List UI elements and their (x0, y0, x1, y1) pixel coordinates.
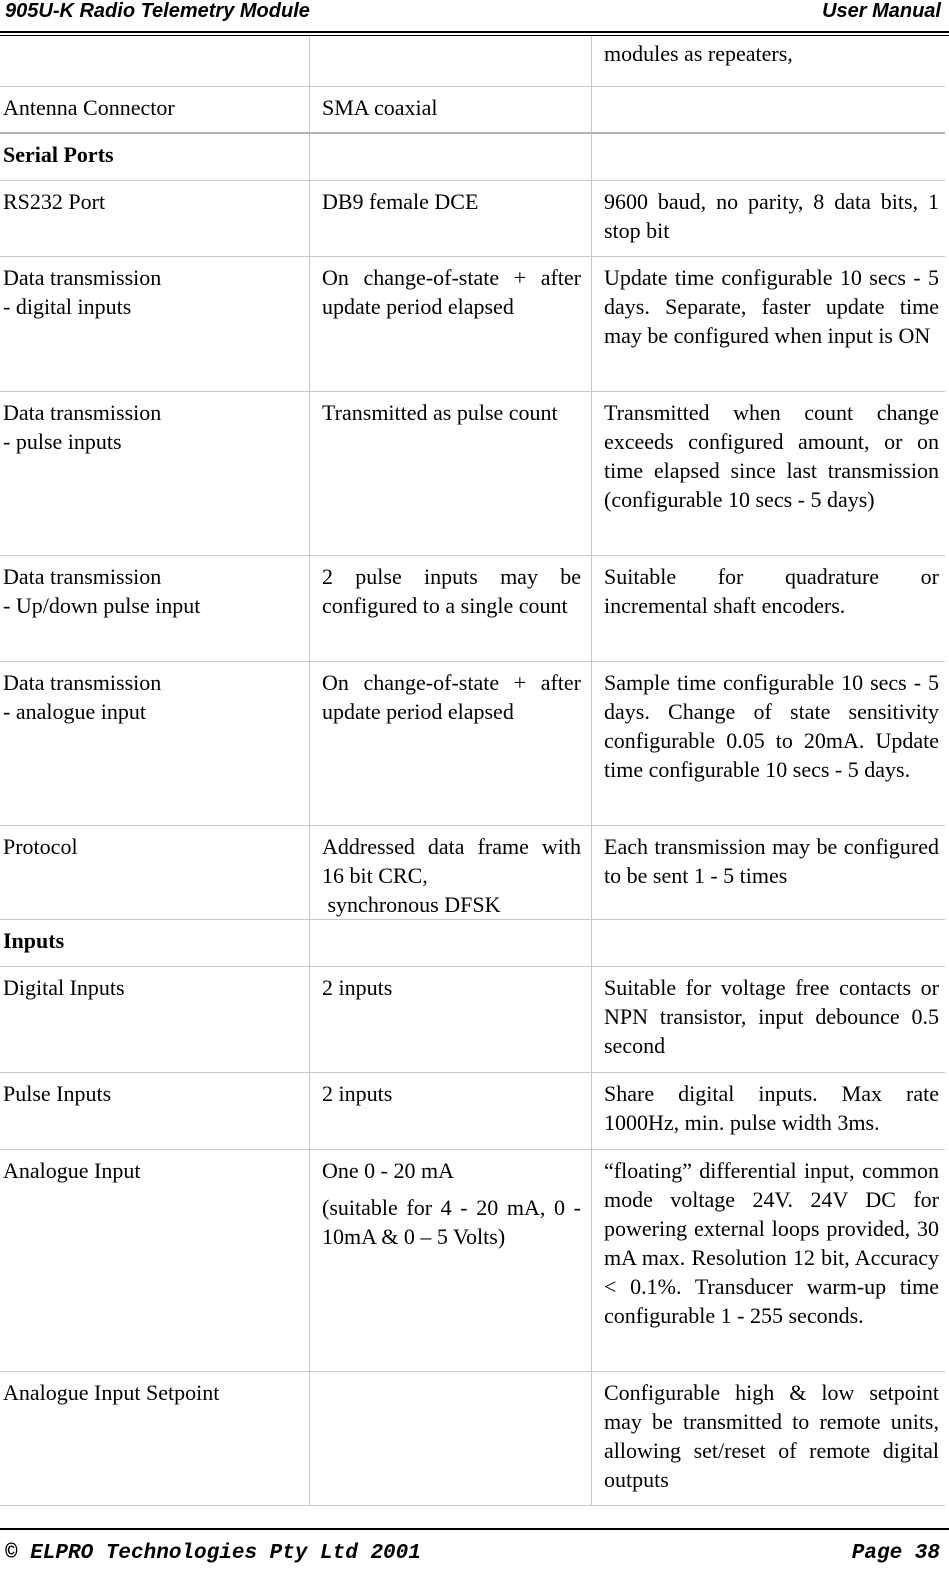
spec-value-cell: Transmitted as pulse count (310, 391, 592, 555)
spec-value-subline: synchronous DFSK (322, 891, 501, 917)
table-row (0, 661, 945, 825)
spec-value-cell (310, 919, 592, 966)
spec-name-subline: - digital inputs (3, 293, 132, 319)
table-row (0, 36, 945, 86)
spec-name-cell (0, 36, 310, 86)
table-row (0, 555, 945, 661)
spec-name-cell: Digital Inputs (0, 966, 310, 1072)
page-number: Page 38 (851, 1542, 940, 1565)
spec-value-cell (310, 133, 592, 180)
table-row (0, 180, 945, 256)
section-heading: Inputs (0, 919, 310, 966)
footer-rule (0, 1528, 949, 1530)
spec-value-line: One 0 - 20 mA (322, 1157, 454, 1183)
page-footer (5, 1542, 940, 1566)
spec-value-cell: DB9 female DCE (310, 180, 592, 256)
document-title: 905U-K Radio Telemetry Module (5, 0, 310, 22)
spec-notes-cell: 9600 baud, no parity, 8 data bits, 1 stop bit (592, 180, 946, 256)
table-row (0, 86, 945, 133)
spec-value-cell: On change-of-state + after update period elapsed (310, 256, 592, 391)
spec-name-cell (0, 661, 310, 825)
spec-name-line: Data transmission (3, 563, 162, 589)
spec-notes-cell (592, 919, 946, 966)
spec-name-line: Data transmission (3, 399, 162, 425)
spec-name-subline: - Up/down pulse input (3, 592, 201, 618)
spec-value-cell: SMA coaxial (310, 86, 592, 133)
spec-notes-cell: Share digital inputs. Max rate 1000Hz, min. pulse width 3ms. (592, 1072, 946, 1149)
table-row (0, 966, 945, 1072)
spec-name-line: Data transmission (3, 264, 162, 290)
header-rule (0, 31, 949, 33)
spec-name-subline: - pulse inputs (3, 428, 122, 454)
spec-name-cell: Protocol (0, 825, 310, 919)
spec-name-cell (0, 256, 310, 391)
document-type: User Manual (822, 0, 941, 22)
spec-notes-cell: Each transmission may be configured to be sent 1 - 5 times (592, 825, 946, 919)
table-row (0, 1072, 945, 1149)
spec-notes-cell: modules as repeaters, (604, 41, 793, 66)
section-row (0, 919, 945, 966)
spec-value-cell: 2 pulse inputs may be configured to a single count (310, 555, 592, 661)
spec-notes-cell: Transmitted when count change exceeds configured amount, or on time elapsed since last transmission (configurable 10 secs - 5 days) (592, 391, 946, 555)
spec-name-cell: Analogue Input (0, 1149, 310, 1371)
spec-notes-cell: Suitable for voltage free contacts or NPN transistor, input debounce 0.5 second (592, 966, 946, 1072)
specification-table (0, 36, 945, 1506)
table-row (0, 391, 945, 555)
spec-notes-cell: “floating” differential input, common mode voltage 24V. 24V DC for powering external loops provided, 30 mA max. Resolution 12 bit, Accuracy < 0.1%. Transducer warm-up time configurable 1 - 255 seconds. (592, 1149, 946, 1371)
section-heading: Serial Ports (0, 133, 310, 180)
spec-notes-cell: Sample time configurable 10 secs - 5 days. Change of state sensitivity configurable 0.05 to 20mA. Update time configurable 10 secs - 5 days. (592, 661, 946, 825)
spec-name-cell (0, 555, 310, 661)
spec-value-cell (310, 825, 592, 919)
spec-value-cell (310, 1371, 592, 1505)
spec-name-line: Data transmission (3, 669, 162, 695)
spec-value-cell: On change-of-state + after update period elapsed (310, 661, 592, 825)
spec-notes-cell: Suitable for quadrature or incremental shaft encoders. (592, 555, 946, 661)
spec-value-note: (suitable for 4 - 20 mA, 0 - 10mA & 0 – 5 Volts) (322, 1194, 581, 1249)
spec-notes-cell: Update time configurable 10 secs - 5 days. Separate, faster update time may be configured when input is ON (592, 256, 946, 391)
table-row (0, 1149, 945, 1371)
spec-notes-cell: Configurable high & low setpoint may be transmitted to remote units, allowing set/reset of remote digital outputs (592, 1371, 946, 1505)
spec-name-cell: Pulse Inputs (0, 1072, 310, 1149)
spec-notes-cell (592, 86, 946, 133)
spec-name-cell: RS232 Port (0, 180, 310, 256)
spec-name-cell (0, 391, 310, 555)
table-row (0, 1371, 945, 1505)
section-row (0, 133, 945, 180)
spec-value-cell: 2 inputs (310, 1072, 592, 1149)
spec-name-cell: Analogue Input Setpoint (0, 1371, 310, 1505)
spec-value-cell: 2 inputs (310, 966, 592, 1072)
table-row (0, 256, 945, 391)
copyright: © ELPRO Technologies Pty Ltd 2001 (5, 1542, 421, 1565)
page-header (5, 0, 941, 22)
spec-name-cell: Antenna Connector (0, 86, 310, 133)
spec-value-cell (310, 1149, 592, 1371)
spec-value-line: Addressed data frame with 16 bit CRC, (322, 833, 581, 888)
spec-name-subline: - analogue input (3, 698, 146, 724)
table-row (0, 825, 945, 919)
spec-value-cell (310, 36, 592, 86)
spec-notes-cell (592, 133, 946, 180)
